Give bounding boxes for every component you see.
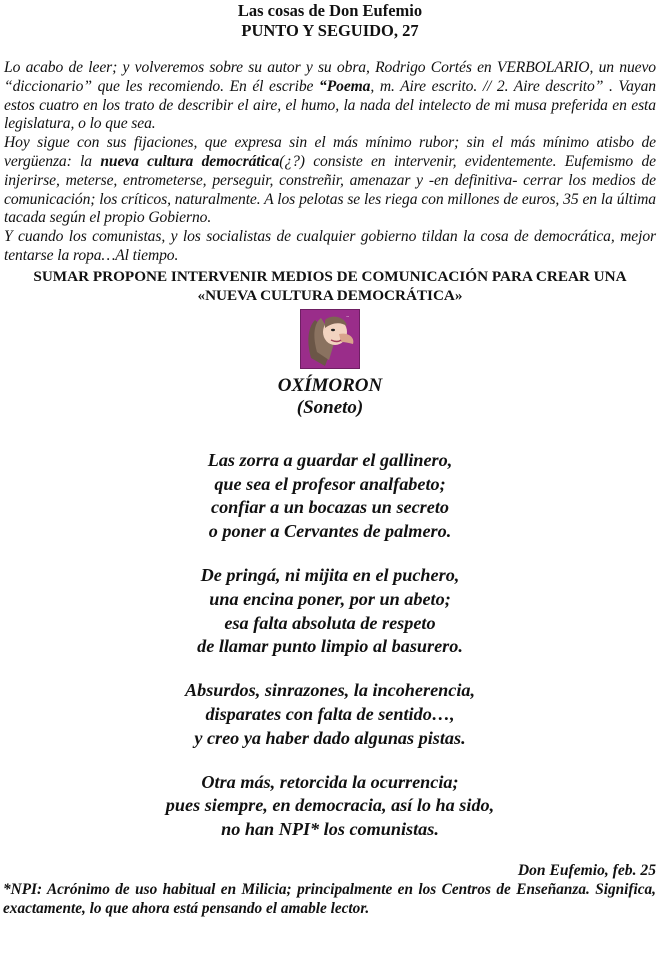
poem-title: OXÍMORON — [277, 374, 383, 396]
news-headline — [0, 267, 660, 305]
poem-stanza-2 — [0, 564, 660, 659]
column-subtitle: PUNTO Y SEGUIDO, 27 — [241, 21, 419, 40]
intro-p1-text-end: , m. Aire escrito. // 2. Aire descrito” . Vayan estos cuatro en los trato de describir el aire, el humo, la nada del intelecto de mi musa preferida en esta legislatura, o lo que sea. — [4, 77, 656, 133]
poem-verse: Otra más, retorcida la ocurrencia; — [201, 771, 459, 792]
poem-verse: esa falta absoluta de respeto — [224, 612, 436, 633]
poem-verse: pues siempre, en democracia, así lo ha sido, — [165, 795, 495, 816]
poem-verse: De pringá, ni mijita en el puchero, — [200, 564, 460, 585]
intro-paragraph-3: Y cuando los comunistas, y los socialistas de cualquier gobierno tildan la cosa de democrática, mejor tentarse la ropa…Al tiempo. — [4, 228, 656, 264]
intro-paragraph-2 — [4, 134, 656, 228]
poem-verse: confiar a un bocazas un secreto — [211, 497, 449, 518]
poem-stanza-1 — [0, 449, 660, 544]
author-signature: Don Eufemio, feb. 25 — [517, 861, 656, 879]
poem-stanza-4 — [0, 771, 660, 842]
intro-text — [4, 59, 656, 266]
intro-p1-bold: “Poema — [319, 77, 371, 95]
poem-verse: no han NPI* los comunistas. — [221, 819, 439, 840]
poem-stanza-3 — [0, 679, 660, 750]
footnote: *NPI: Acrónimo de uso habitual en Milicia; principalmente en los Centros de Enseñanza. Significa, exactamente, lo que ahora está pensando el amable lector. — [3, 880, 656, 918]
poem-verse: que sea el profesor analfabeto; — [214, 473, 446, 494]
poem-verse: y creo ya haber dado algunas pistas. — [194, 727, 466, 748]
intro-p1-text: Lo acabo de leer; y volveremos sobre su autor y su obra, Rodrigo Cortés en VERBOLARIO, un nuevo “diccionario” que les recomiendo. En él escribe — [4, 59, 656, 95]
intro-p2-bold: nueva cultura democrática — [100, 152, 280, 170]
headline-line-2: «NUEVA CULTURA DEMOCRÁTICA» — [197, 286, 463, 304]
poem-subtitle: (Soneto) — [296, 396, 364, 418]
poem-verse: de llamar punto limpio al basurero. — [197, 636, 463, 657]
headline-line-1: SUMAR PROPONE INTERVENIR MEDIOS DE COMUNICACIÓN PARA CREAR UNA — [33, 267, 627, 285]
poem-verse: disparates con falta de sentido…, — [205, 703, 455, 724]
poem-verse: Absurdos, sinrazones, la incoherencia, — [184, 680, 476, 701]
poem-verse: una encina poner, por un abeto; — [209, 588, 451, 609]
svg-text:~: ~ — [346, 313, 350, 319]
intro-p2-text: Hoy sigue con sus fijaciones, que expresa sin el más mínimo rubor; sin el más mínimo atisbo de vergüenza: la — [4, 134, 656, 170]
column-title: Las cosas de Don Eufemio — [237, 1, 423, 20]
intro-p2-text-end: (¿?) consiste en intervenir, evidentemente. Eufemismo de injerirse, meterse, entrometerse, perseguir, constreñir, amenazar y -en definitiva- cerrar los medios de comunicación; los críticos, naturalmente. A los pelotas se les riega con millones de euros, 35 en la última tacada según el propio Gobierno. — [4, 152, 656, 227]
article-header — [0, 0, 660, 41]
poem-verse: Las zorra a guardar el gallinero, — [207, 449, 453, 470]
intro-paragraph-1 — [4, 59, 656, 134]
poem-verse: o poner a Cervantes de palmero. — [208, 521, 452, 542]
poem-title-block — [0, 375, 660, 419]
caricature-portrait-icon — [300, 309, 360, 369]
emblem-container — [0, 309, 660, 369]
